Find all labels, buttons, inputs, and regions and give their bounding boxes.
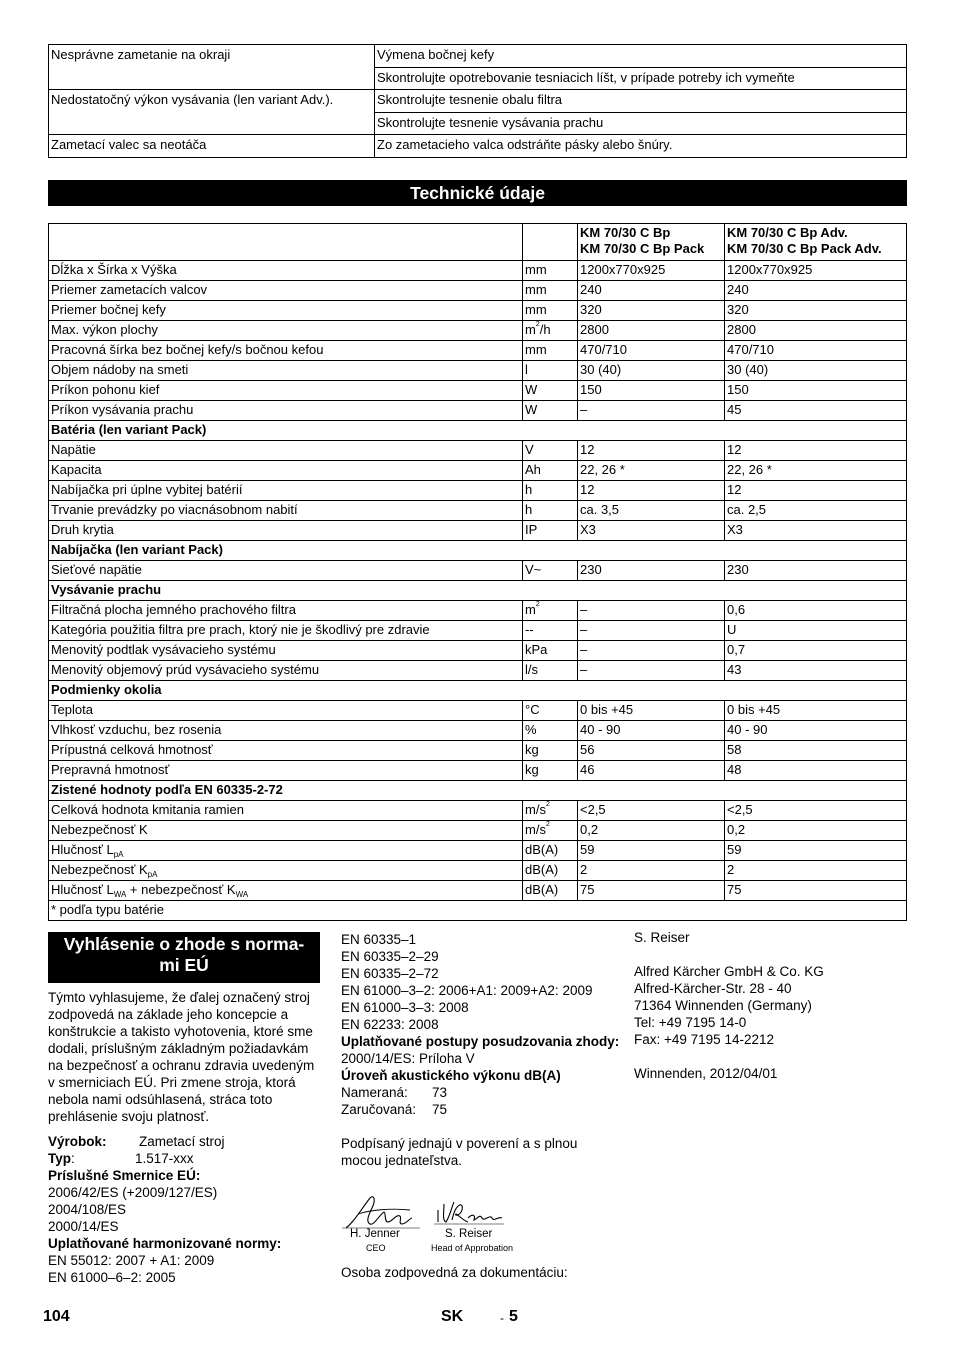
spec-name-cell: Priemer zametacích valcov (49, 281, 523, 301)
spec-section-row (49, 781, 907, 801)
spec-unit-cell: °C (523, 701, 578, 721)
standard-item: EN 61000–3–2: 2006+A1: 2009+A2: 2009 (341, 983, 593, 998)
procedures-value: 2000/14/ES: Príloha V (341, 1051, 475, 1066)
spec-v1-cell: 12 (578, 441, 725, 461)
spec-row (49, 361, 907, 381)
harmonised-label: Uplatňované harmonizované normy: (48, 1236, 282, 1251)
spec-section-row (49, 581, 907, 601)
directive-item: 2000/14/ES (48, 1219, 119, 1234)
spec-v1-cell: 12 (578, 481, 725, 501)
spec-v2-cell: 48 (725, 761, 907, 781)
spec-v1-cell: <2,5 (578, 801, 725, 821)
spec-v1-cell: – (578, 661, 725, 681)
spec-row (49, 721, 907, 741)
signature-2-name: S. Reiser (445, 1228, 493, 1240)
spec-row (49, 761, 907, 781)
spec-name-cell: Hlučnosť $L_{pA}$ (49, 841, 523, 861)
spec-v2-cell: 470/710 (725, 341, 907, 361)
type-label: Typ (48, 1151, 71, 1166)
standard-item: EN 60335–2–29 (341, 949, 439, 964)
remedy-cell: Skontrolujte opotrebovanie tesniacich líšt, v prípade potreby ich vymeňte (375, 67, 907, 90)
spec-v1-cell: 1200x770x925 (578, 261, 725, 281)
spec-v2-cell: ca. 2,5 (725, 501, 907, 521)
harmonised-list-2 (341, 931, 621, 1033)
spec-v1-cell: ca. 3,5 (578, 501, 725, 521)
spec-v1-cell: 320 (578, 301, 725, 321)
language-code: SK (441, 1308, 464, 1325)
manufacturer-line (634, 1048, 914, 1065)
signature-1-name: H. Jenner (350, 1228, 400, 1240)
spec-unit-cell: l (523, 361, 578, 381)
spec-row (49, 881, 907, 901)
product-value: Zametací stroj (139, 1134, 225, 1149)
technical-data-table (48, 223, 907, 921)
spec-name-cell: Nabíjačka pri úplne vybitej batérií (49, 481, 523, 501)
spec-unit-cell: kPa (523, 641, 578, 661)
spec-v1-cell: 240 (578, 281, 725, 301)
spec-unit-cell: V~ (523, 561, 578, 581)
spec-unit-cell: l/s (523, 661, 578, 681)
model-col1-line1: KM 70/30 C Bp (580, 225, 671, 240)
spec-unit-cell: h (523, 501, 578, 521)
spec-v1-cell: – (578, 641, 725, 661)
spec-name-cell: Priemer bočnej kefy (49, 301, 523, 321)
spec-v1-cell: 46 (578, 761, 725, 781)
spec-unit-cell: dB(A) (523, 861, 578, 881)
declaration-column-3 (634, 929, 914, 1082)
spec-v2-cell: 320 (725, 301, 907, 321)
spec-unit-cell: IP (523, 521, 578, 541)
spec-row (49, 741, 907, 761)
spec-v1-cell: 22, 26 * (578, 461, 725, 481)
spec-name-cell: Teplota (49, 701, 523, 721)
spec-v2-cell: 2800 (725, 321, 907, 341)
spec-v2-cell: <2,5 (725, 801, 907, 821)
manufacturer-line: 71364 Winnenden (Germany) (634, 998, 812, 1013)
product-label: Výrobok: (48, 1134, 107, 1149)
spec-unit-cell: $m/s^2$ (523, 801, 578, 821)
procedures-label: Uplatňované postupy posudzovania zhody: (341, 1034, 620, 1049)
spec-footnote-row (49, 901, 907, 921)
declaration-heading-line1: Vyhlásenie o zhode s norma- (63, 934, 305, 954)
troubleshooting-table (48, 44, 907, 158)
spec-unit-cell: dB(A) (523, 841, 578, 861)
spec-section-row (49, 541, 907, 561)
spec-v2-cell: 45 (725, 401, 907, 421)
type-value: 1.517-xxx (135, 1151, 194, 1166)
spec-v2-cell: 59 (725, 841, 907, 861)
spec-v2-cell: 43 (725, 661, 907, 681)
spec-unit-cell: W (523, 401, 578, 421)
spec-v1-cell: 230 (578, 561, 725, 581)
spec-row (49, 821, 907, 841)
spec-v1-cell: – (578, 601, 725, 621)
measured-value: 73 (432, 1085, 448, 1100)
standard-item: EN 61000–3–3: 2008 (341, 1000, 469, 1015)
measured-label: Nameraná: (341, 1085, 408, 1100)
spec-row (49, 861, 907, 881)
declaration-heading (48, 932, 320, 983)
spec-v2-cell: 150 (725, 381, 907, 401)
spec-unit-cell: dB(A) (523, 881, 578, 901)
spec-unit-cell: $m/s^2$ (523, 821, 578, 841)
spec-section-row (49, 421, 907, 441)
declaration-intro: Týmto vyhlasujeme, že ďalej označený stroj zodpovedá na základe jeho koncepcie a konštrukcie a takisto vyhotovenia, ktoré sme dodali, príslušným základným požiadavkám na bezpečnosť a ochranu zdravia uvedeným v smerniciach EÚ. Pri zmene stroja, ktorá nebola nami odsúhlasená, stráca toto prehlásenie svoju platnosť. (48, 990, 315, 1124)
spec-name-cell: Vlhkosť vzduchu, bez rosenia (49, 721, 523, 741)
section-title: Nabíjačka (len variant Pack) (49, 541, 907, 561)
spec-row (49, 701, 907, 721)
spec-name-cell: Menovitý podtlak vysávacieho systému (49, 641, 523, 661)
spec-v1-cell: – (578, 401, 725, 421)
spec-unit-cell: mm (523, 301, 578, 321)
spec-row (49, 461, 907, 481)
spec-name-cell: Druh krytia (49, 521, 523, 541)
documentation-label: Osoba zodpovedná za dokumentáciu: (341, 1265, 568, 1280)
trouble-row (49, 135, 907, 158)
spec-unit-cell: h (523, 481, 578, 501)
harmonised-list-1 (48, 1252, 320, 1286)
spec-v1-cell: 150 (578, 381, 725, 401)
spec-unit-cell: Ah (523, 461, 578, 481)
remedy-cell: Zo zametacieho valca odstráňte pásky alebo šnúry. (375, 135, 907, 158)
manufacturer-line: Fax: +49 7195 14-2212 (634, 1032, 774, 1047)
spec-v1-cell: 56 (578, 741, 725, 761)
spec-name-cell: Celková hodnota kmitania ramien (49, 801, 523, 821)
remedy-cell: Skontrolujte tesnenie obalu filtra (375, 90, 907, 113)
signed-text: Podpísaný jednajú v poverení a s plnou mocou jednateľstva. (341, 1136, 578, 1168)
spec-row (49, 561, 907, 581)
remedy-cell: Skontrolujte tesnenie vysávania prachu (375, 112, 907, 135)
spec-row (49, 641, 907, 661)
directives-label: Príslušné Smernice EÚ: (48, 1168, 201, 1183)
sound-label: Úroveň akustického výkonu dB(A) (341, 1068, 561, 1083)
section-title: Vysávanie prachu (49, 581, 907, 601)
spec-v1-cell: 0,2 (578, 821, 725, 841)
spec-unit-cell: W (523, 381, 578, 401)
section-title: Zistené hodnoty podľa EN 60335-2-72 (49, 781, 907, 801)
spec-v2-cell: 0,7 (725, 641, 907, 661)
directives-list (48, 1184, 320, 1235)
spec-name-cell: Príkon vysávania prachu (49, 401, 523, 421)
section-title: Podmienky okolia (49, 681, 907, 701)
spec-v2-cell: X3 (725, 521, 907, 541)
section-title: Batéria (len variant Pack) (49, 421, 907, 441)
manufacturer-line: Tel: +49 7195 14-0 (634, 1015, 747, 1030)
spec-unit-cell: mm (523, 281, 578, 301)
problem-cell: Zametací valec sa neotáča (49, 135, 375, 158)
spec-unit-cell: % (523, 721, 578, 741)
spec-v2-cell: 40 - 90 (725, 721, 907, 741)
spec-unit-cell: mm (523, 261, 578, 281)
declaration-heading-line2: mi EÚ (159, 955, 209, 975)
spec-unit-cell: V (523, 441, 578, 461)
page-number: 104 (43, 1308, 70, 1325)
spec-row (49, 401, 907, 421)
spec-v2-cell: 75 (725, 881, 907, 901)
standard-item: EN 55012: 2007 + A1: 2009 (48, 1253, 215, 1268)
standard-item: EN 60335–2–72 (341, 966, 439, 981)
spec-name-cell: Prípustná celková hmotnosť (49, 741, 523, 761)
spec-v2-cell: 1200x770x925 (725, 261, 907, 281)
technical-data-heading: Technické údaje (48, 180, 907, 206)
spec-row (49, 801, 907, 821)
spec-name-cell: Prepravná hmotnosť (49, 761, 523, 781)
problem-cell: Nedostatočný výkon vysávania (len variant Adv.). (49, 90, 375, 135)
spec-v1-cell: 30 (40) (578, 361, 725, 381)
spec-unit-cell: -- (523, 621, 578, 641)
standard-item: EN 60335–1 (341, 932, 417, 947)
manufacturer-line: S. Reiser (634, 930, 690, 945)
spec-v2-cell: 230 (725, 561, 907, 581)
spec-v2-cell: 240 (725, 281, 907, 301)
spec-row (49, 521, 907, 541)
manufacturer-line: Alfred Kärcher GmbH & Co. KG (634, 964, 824, 979)
spec-v1-cell: 2800 (578, 321, 725, 341)
spec-unit-cell: kg (523, 741, 578, 761)
spec-name-cell: Pracovná šírka bez bočnej kefy/s bočnou kefou (49, 341, 523, 361)
spec-v1-cell: – (578, 621, 725, 641)
spec-row (49, 381, 907, 401)
spec-v2-cell: U (725, 621, 907, 641)
signature-reiser-icon (432, 1196, 512, 1232)
spec-row (49, 341, 907, 361)
spec-name-cell: Objem nádoby na smeti (49, 361, 523, 381)
directive-item: 2004/108/ES (48, 1202, 127, 1217)
spec-name-cell: Nebezpečnosť K (49, 821, 523, 841)
standard-item: EN 62233: 2008 (341, 1017, 439, 1032)
manufacturer-line (634, 946, 914, 963)
spec-row (49, 281, 907, 301)
spec-v2-cell: 0,2 (725, 821, 907, 841)
manufacturer-line: Winnenden, 2012/04/01 (634, 1066, 778, 1081)
spec-row (49, 661, 907, 681)
trouble-row (49, 90, 907, 113)
spec-name-cell: Trvanie prevádzky po viacnásobnom nabití (49, 501, 523, 521)
spec-unit-cell: kg (523, 761, 578, 781)
model-col1-line2: KM 70/30 C Bp Pack (580, 241, 705, 256)
spec-row (49, 321, 907, 341)
spec-name-cell: Hlučnosť $L_{WA}$ + nebezpečnosť $K_{WA}$ (49, 881, 523, 901)
spec-row (49, 841, 907, 861)
spec-name-cell: Max. výkon plochy (49, 321, 523, 341)
spec-v1-cell: 2 (578, 861, 725, 881)
spec-name-cell: Sieťové napätie (49, 561, 523, 581)
spec-name-cell: Menovitý objemový prúd vysávacieho systému (49, 661, 523, 681)
spec-row (49, 621, 907, 641)
spec-v1-cell: 470/710 (578, 341, 725, 361)
spec-v2-cell: 12 (725, 441, 907, 461)
spec-footnote: * podľa typu batérie (49, 901, 907, 921)
directive-item: 2006/42/ES (+2009/127/ES) (48, 1185, 218, 1200)
spec-v1-cell: 59 (578, 841, 725, 861)
problem-cell: Nesprávne zametanie na okraji (49, 45, 375, 90)
spec-v1-cell: 40 - 90 (578, 721, 725, 741)
spec-v2-cell: 2 (725, 861, 907, 881)
spec-name-cell: Dĺžka x Šírka x Výška (49, 261, 523, 281)
spec-row (49, 261, 907, 281)
model-col2-line2: KM 70/30 C Bp Pack Adv. (727, 241, 882, 256)
spec-row (49, 481, 907, 501)
spec-row (49, 501, 907, 521)
spec-v2-cell: 22, 26 * (725, 461, 907, 481)
spec-name-cell: Napätie (49, 441, 523, 461)
remedy-cell: Výmena bočnej kefy (375, 45, 907, 68)
spec-v2-cell: 58 (725, 741, 907, 761)
spec-v2-cell: 30 (40) (725, 361, 907, 381)
spec-row (49, 601, 907, 621)
guaranteed-label: Zaručovaná: (341, 1102, 417, 1117)
spec-v1-cell: 0 bis +45 (578, 701, 725, 721)
spec-unit-cell: mm (523, 341, 578, 361)
spec-row (49, 441, 907, 461)
spec-name-cell: Kapacita (49, 461, 523, 481)
spec-unit-cell: $m^2/h$ (523, 321, 578, 341)
spec-v2-cell: 12 (725, 481, 907, 501)
spec-name-cell: Nebezpečnosť $K_{pA}$ (49, 861, 523, 881)
subpage-number: 5 (509, 1308, 518, 1325)
spec-name-cell: Filtračná plocha jemného prachového filtra (49, 601, 523, 621)
declaration-column-1: Týmto vyhlasujeme, že ďalej označený stroj zodpovedá na základe jeho koncepcie a konštrukcie a takisto vyhotovenia, ktoré sme dodali, príslušným základným požiadavkám na bezpečnosť a ochranu zdravia uvedeným v smerniciach EÚ. Pri zmene stroja, ktorá nebola nami odsúhlasená, stráca toto prehlásenie svoju platnosť. Výrobok: Zametací stroj Typ: 1.517-xxx Príslušné Smernice EÚ: 2006/42/ES (+2009/127/ES) 2004/108/ES 2000/14/ES Uplatňované harmonizované normy: EN 55012: 2007 + A1: 2009 EN 61000–6–2: 2005 (48, 989, 320, 1286)
spec-v1-cell: 75 (578, 881, 725, 901)
spec-row (49, 301, 907, 321)
spec-name-cell: Kategória použitia filtra pre prach, ktorý nie je škodlivý pre zdravie (49, 621, 523, 641)
trouble-row (49, 45, 907, 68)
footer-separator: - (500, 1311, 504, 1325)
spec-name-cell: Príkon pohonu kief (49, 381, 523, 401)
spec-section-row (49, 681, 907, 701)
spec-header-row (49, 224, 907, 261)
manufacturer-line: Alfred-Kärcher-Str. 28 - 40 (634, 981, 792, 996)
spec-unit-cell: $m^2$ (523, 601, 578, 621)
model-col2-line1: KM 70/30 C Bp Adv. (727, 225, 848, 240)
signature-2-title: Head of Approbation (431, 1243, 514, 1253)
signature-1-title: CEO (366, 1243, 386, 1253)
spec-v2-cell: 0,6 (725, 601, 907, 621)
guaranteed-value: 75 (432, 1102, 448, 1117)
spec-v2-cell: 0 bis +45 (725, 701, 907, 721)
standard-item: EN 61000–6–2: 2005 (48, 1270, 176, 1285)
declaration-column-2 (341, 931, 621, 1169)
spec-v1-cell: X3 (578, 521, 725, 541)
